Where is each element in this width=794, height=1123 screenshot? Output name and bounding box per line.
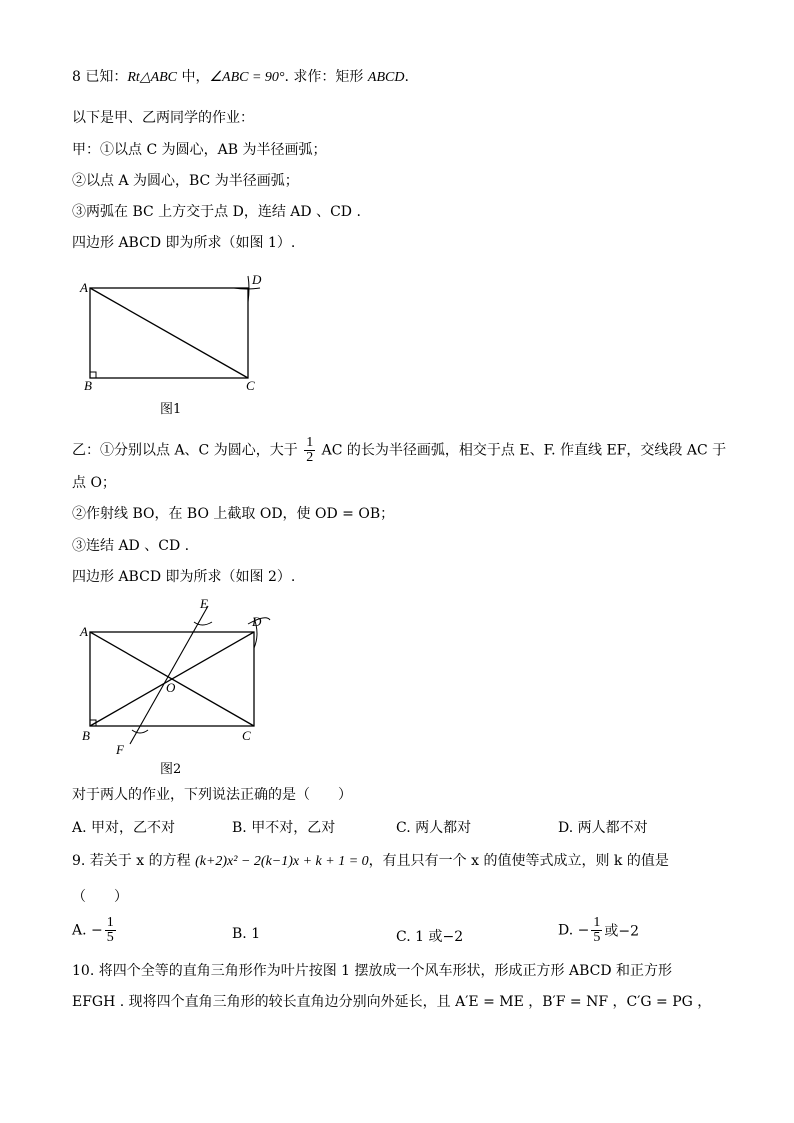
q8-yi-step2: ②作射线 BO，在 BO 上截取 OD，使 OD = OB； (72, 506, 395, 522)
q8-stem-in: 中， (177, 69, 210, 85)
q9-option-d-suffix: 或−2 (604, 923, 639, 940)
q9-option-a-prefix: A. − (72, 922, 103, 939)
q8-rect: ABCD (367, 70, 405, 85)
q8-stem-construct: . 求作：矩形 (284, 69, 368, 85)
q8-option-c[interactable]: C. 两人都对 (396, 820, 472, 836)
q8-number: 8 (72, 69, 81, 85)
q9-a-num: 1 (106, 915, 114, 930)
q9-stem (72, 852, 669, 871)
fig2-label-E: E (200, 596, 208, 611)
half-fraction (304, 436, 315, 465)
fig2-label-B: B (82, 728, 90, 743)
fig2-label-O: O (166, 680, 176, 695)
q8-yi-step1-b: AC 的长为半径画弧，相交于点 E、F. 作直线 EF，交线段 AC 于 (321, 442, 727, 459)
q9-options (72, 916, 752, 956)
q9-option-b[interactable]: B. 1 (232, 926, 261, 942)
q8-option-b[interactable]: B. 甲不对，乙对 (232, 820, 336, 836)
q8-yi-conclusion: 四边形 ABCD 即为所求（如图 2）. (72, 569, 296, 585)
q9-stem-a: 9. 若关于 x 的方程 (72, 853, 191, 869)
fig2-label-D: D (252, 614, 262, 629)
figure-1 (70, 268, 280, 400)
q8-option-d[interactable]: D. 两人都不对 (558, 820, 648, 836)
q9-option-d-prefix: D. − (558, 922, 590, 939)
q8-stem-given: 已知： (85, 69, 128, 85)
figure-2 (70, 594, 280, 758)
q9-option-a[interactable] (72, 916, 118, 945)
fig2-label-F: F (116, 742, 124, 757)
q8-triangle: Rt△ABC (127, 70, 178, 85)
q9-equation: (k+2)x² − 2(k−1)x + k + 1 = 0 (195, 854, 369, 869)
q8-intro: 以下是甲、乙两同学的作业： (72, 110, 254, 126)
q8-jia-step3: ③两弧在 BC 上方交于点 D，连结 AD 、CD . (72, 204, 361, 220)
q10-line2: EFGH . 现将四个直角三角形的较长直角边分别向外延长，且 A′E = ME ，B′F = NF ，C′G = PG ， (72, 994, 712, 1010)
fig2-label-C: C (242, 728, 251, 743)
q9-d-num: 1 (593, 915, 601, 930)
q9-d-den: 5 (593, 930, 601, 945)
q9-stem-b: ，有且只有一个 x 的值使等式成立，则 k 的值是 (368, 853, 669, 869)
q9-a-den: 5 (106, 930, 114, 945)
half-den: 2 (306, 450, 314, 465)
q8-yi-step1 (72, 436, 726, 465)
fig1-label-A: A (80, 280, 88, 295)
q8-option-a[interactable]: A. 甲对，乙不对 (72, 820, 176, 836)
q8-jia-step1: 甲：①以点 C 为圆心，AB 为半径画弧； (72, 142, 327, 158)
q8-angle: ∠ABC = 90° (209, 70, 285, 85)
q8-jia-conclusion: 四边形 ABCD 即为所求（如图 1）. (72, 235, 296, 251)
q9-option-c[interactable]: C. 1 或−2 (396, 929, 464, 945)
q8-period: . (404, 69, 409, 85)
q9-option-a-fraction (105, 916, 116, 945)
q8-stem (72, 68, 409, 87)
fig2-label-A: A (80, 624, 88, 639)
q8-yi-step1-c: 点 O； (72, 475, 116, 491)
fig1-label-B: B (84, 378, 92, 393)
fig1-label-D: D (252, 272, 262, 287)
half-num: 1 (306, 435, 314, 450)
q9-option-d[interactable] (558, 916, 639, 945)
figure-1-caption: 图1 (160, 402, 182, 417)
q8-yi-step3: ③连结 AD 、CD . (72, 538, 190, 554)
q8-jia-step2: ②以点 A 为圆心，BC 为半径画弧； (72, 173, 299, 189)
q9-option-d-fraction (591, 916, 602, 945)
q8-question: 对于两人的作业，下列说法正确的是（ ） (72, 787, 352, 803)
figure-2-caption: 图2 (160, 762, 182, 777)
fig1-label-C: C (246, 378, 255, 393)
q8-options (72, 817, 752, 837)
q10-line1: 10. 将四个全等的直角三角形作为叶片按图 1 摆放成一个风车形状，形成正方形 ABCD 和正方形 (72, 963, 673, 979)
q8-yi-step1-a: 乙：①分别以点 A、C 为圆心，大于 (72, 442, 298, 459)
q9-answer-paren: （ ） (72, 889, 128, 905)
